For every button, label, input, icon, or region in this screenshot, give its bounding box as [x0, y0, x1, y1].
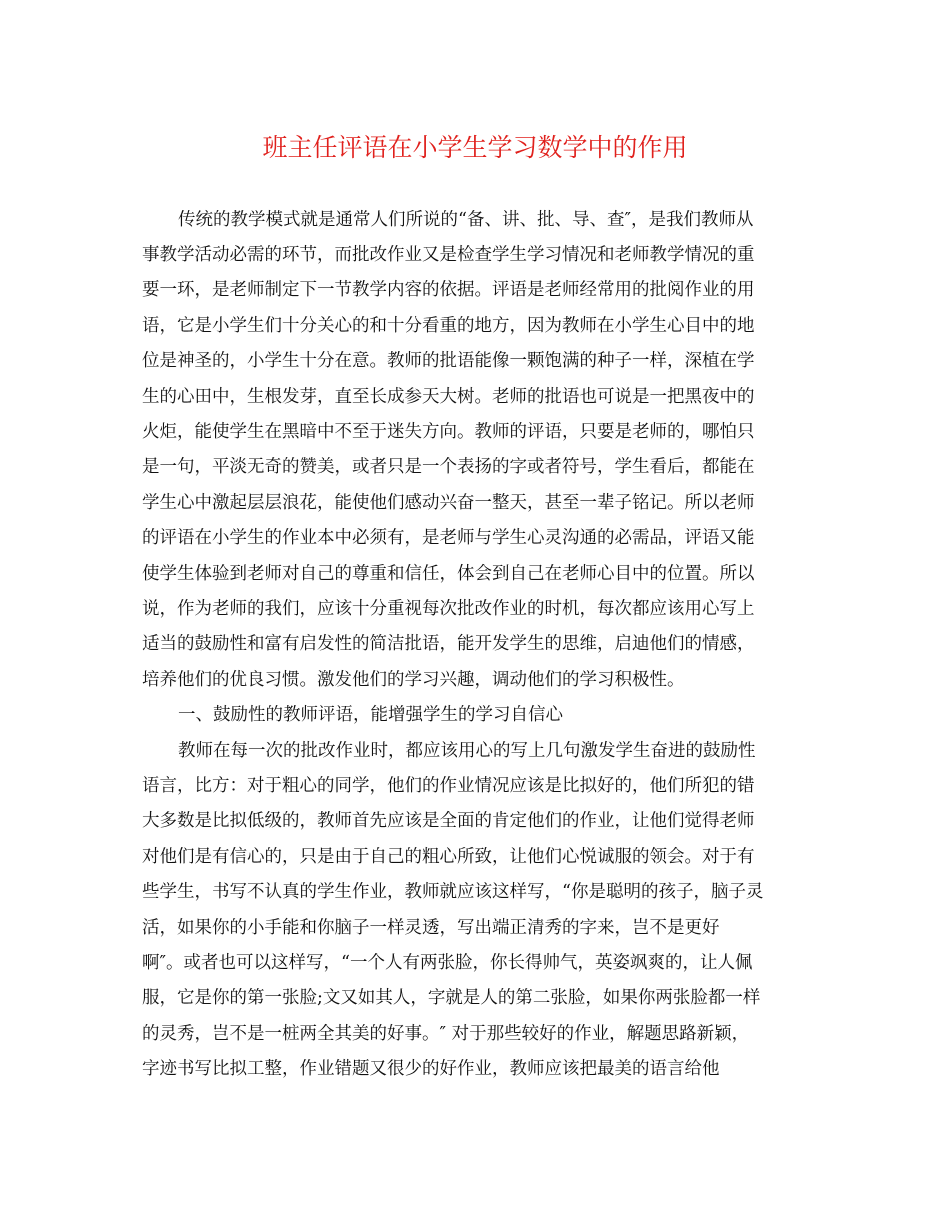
- text-line: 生的心田中，生根发芽，直至长成参天大树。老师的批语也可说是一把黑夜中的: [142, 387, 755, 407]
- text-line: 是一句，平淡无奇的赞美，或者只是一个表扬的字或者符号，学生看后，都能在: [142, 457, 755, 477]
- text-line: 对他们是有信心的，只是由于自己的粗心所致，让他们心悦诚服的领会。对于有: [142, 847, 755, 867]
- text-line: 位是神圣的，小学生十分在意。教师的批语能像一颗饱满的种子一样，深植在学: [142, 351, 755, 371]
- text-line: 事教学活动必需的环节，而批改作业又是检查学生学习情况和老师教学情况的重: [142, 245, 755, 265]
- text-line: 火炬，能使学生在黑暗中不至于迷失方向。教师的评语，只要是老师的，哪怕只: [142, 422, 755, 442]
- text-line: 大多数是比拟低级的，教师首先应该是全面的肯定他们的作业，让他们觉得老师: [142, 811, 755, 831]
- text-line: 语，它是小学生们十分关心的和十分看重的地方，因为教师在小学生心目中的地: [142, 316, 755, 336]
- text-line: 传统的教学模式就是通常人们所说的“备、讲、批、导、查″，是我们教师从: [178, 210, 754, 230]
- text-line: 些学生，书写不认真的学生作业，教师就应该这样写，“你是聪明的孩子，脑子灵: [142, 882, 764, 902]
- text-line: 教师在每一次的批改作业时，都应该用心的写上几句激发学生奋进的鼓励性: [178, 741, 756, 761]
- text-line: 使学生体验到老师对自己的尊重和信任，体会到自己在老师心目中的位置。所以: [142, 564, 755, 584]
- text-line: 的灵秀，岂不是一桩两全其美的好事。″ 对于那些较好的作业，解题思路新颖，: [142, 1024, 750, 1044]
- document-title: 班主任评语在小学生学习数学中的作用: [262, 133, 688, 162]
- text-line: 说，作为老师的我们，应该十分重视每次批改作业的时机，每次都应该用心写上: [142, 599, 755, 619]
- text-line: 活，如果你的小手能和你脑子一样灵透，写出端正清秀的字来，岂不是更好: [142, 918, 720, 938]
- text-line: 学生心中激起层层浪花，能使他们感动兴奋一整天，甚至一辈子铭记。所以老师: [142, 493, 755, 513]
- text-line: 啊″。或者也可以这样写，“一个人有两张脸，你长得帅气，英姿飒爽的，让人佩: [142, 953, 753, 973]
- section-heading: 一、鼓励性的教师评语，能增强学生的学习自信心: [178, 705, 563, 725]
- text-line: 培养他们的优良习惯。激发他们的学习兴趣，调动他们的学习积极性。: [142, 670, 685, 690]
- text-line: 字迹书写比拟工整，作业错题又很少的好作业，教师应该把最美的语言给他: [142, 1059, 720, 1079]
- text-line: 要一环，是老师制定下一节教学内容的依据。评语是老师经常用的批阅作业的用: [142, 280, 755, 300]
- text-line: 服，它是你的第一张脸;文又如其人，字就是人的第二张脸，如果你两张脸都一样: [142, 988, 761, 1008]
- text-line: 的评语在小学生的作业本中必须有，是老师与学生心灵沟通的必需品，评语又能: [142, 528, 755, 548]
- text-line: 语言，比方：对于粗心的同学，他们的作业情况应该是比拟好的，他们所犯的错: [142, 776, 755, 796]
- text-line: 适当的鼓励性和富有启发性的简洁批语，能开发学生的思维，启迪他们的情感，: [142, 634, 755, 654]
